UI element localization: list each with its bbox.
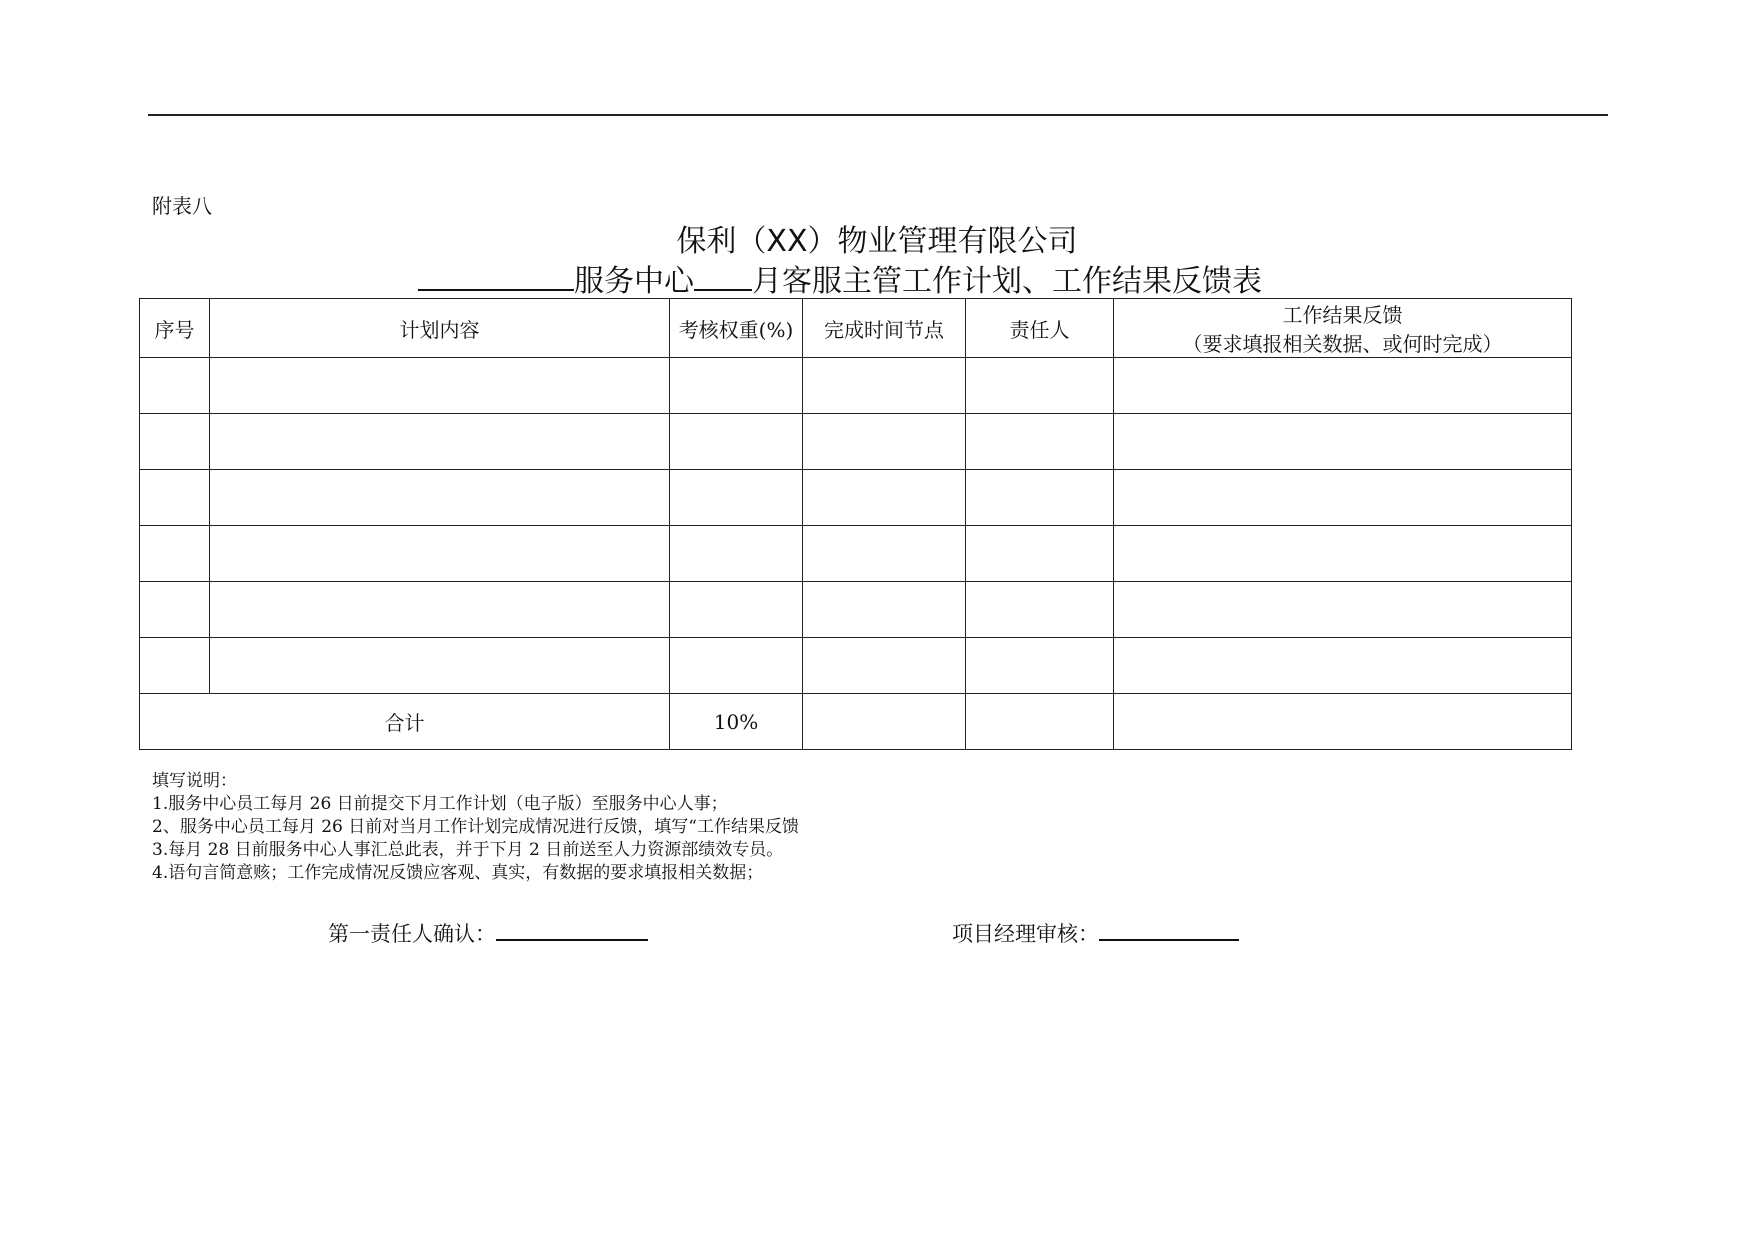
table-row [140,414,1572,470]
company-name: 保利（XX）物业管理有限公司 [676,224,1078,259]
cell-deadline[interactable] [803,358,966,414]
cell-deadline[interactable] [803,638,966,694]
table-row [140,638,1572,694]
cell-plan-content[interactable] [210,470,670,526]
cell-feedback[interactable] [1114,582,1572,638]
cell-weight[interactable] [670,582,803,638]
instruction-item: 2、服务中心员工每月 26 日前对当月工作计划完成情况进行反馈，填写“工作结果反馈 [152,817,799,837]
project-manager-signature-line[interactable] [1099,919,1239,941]
cell-seq[interactable] [140,526,210,582]
form-title-part2: 月客服主管工作计划、工作结果反馈表 [752,264,1262,299]
first-responsible-signature [328,918,648,948]
instructions [152,770,799,885]
header-weight: 考核权重(%) [670,299,803,358]
header-feedback-note: （要求填报相关数据、或何时完成） [1182,332,1503,356]
total-owner[interactable] [966,694,1114,750]
cell-owner[interactable] [966,638,1114,694]
instruction-item: 3.每月 28 日前服务中心人事汇总此表，并于下月 2 日前送至人力资源部绩效专员。 [152,840,784,860]
cell-weight[interactable] [670,414,803,470]
cell-weight[interactable] [670,638,803,694]
header-deadline: 完成时间节点 [803,299,966,358]
table-row [140,470,1572,526]
cell-feedback[interactable] [1114,526,1572,582]
cell-deadline[interactable] [803,526,966,582]
cell-deadline[interactable] [803,470,966,526]
cell-weight[interactable] [670,526,803,582]
service-center-name-blank[interactable] [418,261,574,291]
cell-seq[interactable] [140,638,210,694]
instruction-item: 4.语句言简意赅；工作完成情况反馈应客观、真实，有数据的要求填报相关数据； [152,863,764,883]
table-row [140,526,1572,582]
header-owner: 责任人 [966,299,1114,358]
cell-weight[interactable] [670,358,803,414]
total-weight: 10% [670,694,803,750]
header-plan-content: 计划内容 [210,299,670,358]
appendix-label: 附表八 [152,194,212,218]
cell-plan-content[interactable] [210,526,670,582]
cell-feedback[interactable] [1114,414,1572,470]
cell-deadline[interactable] [803,414,966,470]
cell-owner[interactable] [966,414,1114,470]
table-row [140,358,1572,414]
cell-owner[interactable] [966,582,1114,638]
cell-plan-content[interactable] [210,638,670,694]
total-feedback[interactable] [1114,694,1572,750]
cell-weight[interactable] [670,470,803,526]
header-feedback-title: 工作结果反馈 [1282,303,1403,327]
cell-owner[interactable] [966,470,1114,526]
cell-feedback[interactable] [1114,470,1572,526]
table-row [140,582,1572,638]
cell-seq[interactable] [140,470,210,526]
project-manager-label: 项目经理审核： [952,922,1099,946]
cell-seq[interactable] [140,414,210,470]
cell-plan-content[interactable] [210,358,670,414]
header-rule [148,114,1608,116]
header-feedback [1114,299,1572,358]
table-header-row [140,299,1572,358]
cell-feedback[interactable] [1114,358,1572,414]
cell-deadline[interactable] [803,582,966,638]
cell-owner[interactable] [966,526,1114,582]
project-manager-signature [952,918,1239,948]
cell-feedback[interactable] [1114,638,1572,694]
month-blank[interactable] [694,261,752,291]
cell-seq[interactable] [140,582,210,638]
work-plan-table [139,298,1572,750]
cell-seq[interactable] [140,358,210,414]
instructions-title: 填写说明： [152,771,237,791]
header-seq: 序号 [140,299,210,358]
cell-plan-content[interactable] [210,582,670,638]
cell-owner[interactable] [966,358,1114,414]
total-deadline[interactable] [803,694,966,750]
total-label: 合计 [140,694,670,750]
form-title-part1: 服务中心 [574,264,694,299]
instruction-item: 1.服务中心员工每月 26 日前提交下月工作计划（电子版）至服务中心人事； [152,794,728,814]
total-row [140,694,1572,750]
cell-plan-content[interactable] [210,414,670,470]
first-responsible-signature-line[interactable] [496,919,648,941]
first-responsible-label: 第一责任人确认： [328,922,496,946]
form-title [418,256,1262,300]
